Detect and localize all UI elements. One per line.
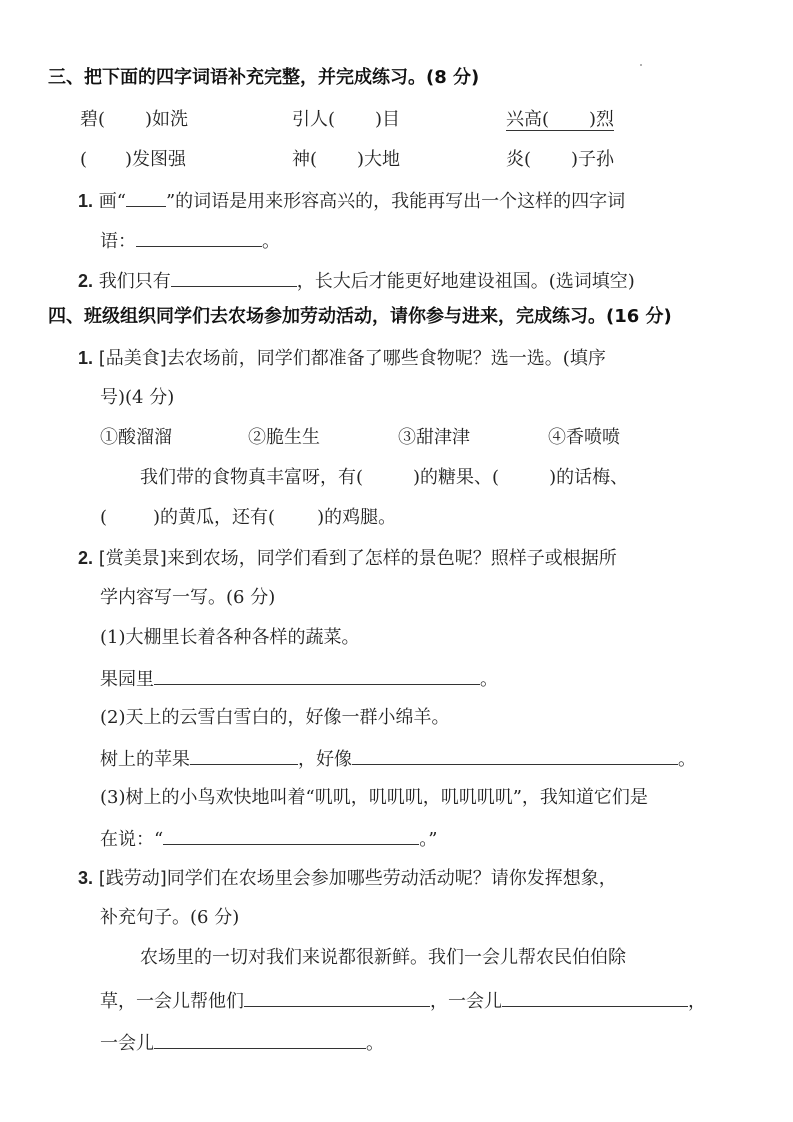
s4-q2-example-1: (1)大棚里长着各种各样的蔬菜。 <box>100 627 360 648</box>
s4-q1-paragraph-line-2 <box>100 506 396 530</box>
idiom-3-underlined <box>506 108 614 132</box>
s4-q3-para2-b: ，一会儿 <box>430 991 502 1012</box>
s4-q1-para2-b: )的黄瓜，还有( <box>153 507 276 528</box>
s4-q2-fill-3-end: 。” <box>419 829 438 850</box>
scan-speck <box>640 64 642 66</box>
idiom-5 <box>292 148 400 172</box>
s4-q2-fill-1-blank[interactable] <box>154 666 480 685</box>
s3-question-1 <box>78 188 625 214</box>
idiom-4-part-a: ( <box>80 149 88 170</box>
s3-q2-text-b: ，长大后才能更好地建设祖国。(选词填空) <box>296 271 635 292</box>
s4-q2-number: 2. <box>78 548 94 568</box>
s3-q2-answer-blank[interactable] <box>171 268 297 287</box>
s3-q1-text-a: 画“ <box>98 191 126 212</box>
s4-q2-fill-2-blank-b[interactable] <box>352 746 678 765</box>
idiom-3-underline <box>506 109 614 131</box>
s4-q1-number: 1. <box>78 348 94 368</box>
s4-q3-para3-a: 一会儿 <box>100 1033 154 1054</box>
idiom-1-part-b: )如洗 <box>145 109 189 130</box>
s4-q2-fill-3-blank[interactable] <box>163 826 419 845</box>
s4-q3-para2-a: 草，一会儿帮他们 <box>100 991 244 1012</box>
section-3-heading: 三、把下面的四字词语补充完整，并完成练习。(8 分) <box>48 67 480 88</box>
s4-q2-fill-2-mid: ，好像 <box>298 749 352 770</box>
s4-q1-para2-c: )的鸡腿。 <box>317 507 397 528</box>
idiom-4 <box>80 148 186 172</box>
s4-q3-text: 同学们在农场里会参加哪些劳动活动呢？请你发挥想象， <box>166 868 617 889</box>
s3-q1-line2-label: 语： <box>100 231 136 252</box>
s4-q2-example-3: (3)树上的小鸟欢快地叫着“叽叽，叽叽叽，叽叽叽叽”，我知道它们是 <box>100 787 648 808</box>
s4-q2-fill-1-end: 。 <box>480 669 498 690</box>
s4-q2-line-2: 学内容写一写。(6 分) <box>100 587 276 608</box>
s4-q1-line-2: 号)(4 分) <box>100 387 175 408</box>
idiom-1-part-a: 碧( <box>80 109 106 130</box>
s4-q1-para-b: )的糖果、( <box>413 467 500 488</box>
s3-q1-number: 1. <box>78 191 94 211</box>
s4-q3-blank-3[interactable] <box>154 1030 366 1049</box>
idiom-6-part-b: )子孙 <box>571 149 615 170</box>
s4-q2-fill-2-end: 。 <box>678 749 696 770</box>
s4-q2-fill-1 <box>100 666 498 692</box>
s4-q3-para3-b: 。 <box>366 1033 384 1054</box>
s4-q3-paragraph-line-1: 农场里的一切对我们来说都很新鲜。我们一会儿帮农民伯伯除 <box>140 947 626 968</box>
s4-q3-para2-c: ， <box>688 991 706 1012</box>
s4-q2-fill-2-blank-a[interactable] <box>190 746 298 765</box>
s4-q3-blank-1[interactable] <box>244 988 430 1007</box>
idiom-6 <box>506 148 614 172</box>
s4-q1-para-c: )的话梅、 <box>549 467 629 488</box>
s4-q1-para2-a: ( <box>100 507 108 528</box>
s4-q2-fill-2-label: 树上的苹果 <box>100 749 190 770</box>
section-4-heading: 四、班级组织同学们去农场参加劳动活动，请你参与进来，完成练习。(16 分) <box>48 306 672 327</box>
idiom-3-part-b: )烈 <box>589 109 615 130</box>
s4-q1-para-a: 我们带的食物真丰富呀，有( <box>140 467 364 488</box>
s3-question-1-line-2 <box>100 228 280 254</box>
s4-q1-option-1: ①酸溜溜 <box>100 427 172 448</box>
s3-q1-answer-blank[interactable] <box>136 228 262 247</box>
s3-question-2 <box>78 268 635 294</box>
s4-q1-option-4: ④香喷喷 <box>548 427 620 448</box>
s4-q2-tag: [赏美景] <box>98 548 167 569</box>
s3-q2-text-a: 我们只有 <box>98 271 171 292</box>
s4-q1-tag: [品美食] <box>98 348 167 369</box>
s4-question-3 <box>78 866 617 891</box>
idiom-2-part-a: 引人( <box>292 109 336 130</box>
idiom-3-part-a: 兴高( <box>506 109 550 130</box>
idiom-4-part-b: )发图强 <box>125 149 187 170</box>
s4-q3-line-2: 补充句子。(6 分) <box>100 907 240 928</box>
s3-q1-text-b: ”的词语是用来形容高兴的，我能再写出一个这样的四字词 <box>165 191 626 212</box>
s4-q1-text: 去农场前，同学们都准备了哪些食物呢？选一选。(填序 <box>166 348 606 369</box>
s4-q2-example-2: (2)天上的云雪白雪白的，好像一群小绵羊。 <box>100 707 450 728</box>
s4-q3-paragraph-line-3 <box>100 1030 384 1056</box>
s4-q2-fill-2 <box>100 746 696 772</box>
s4-q2-fill-3 <box>100 826 437 852</box>
idiom-2-part-b: )目 <box>375 109 401 130</box>
s4-q1-paragraph-line-1 <box>140 466 628 490</box>
idiom-5-part-a: 神( <box>292 149 318 170</box>
s3-q2-number: 2. <box>78 271 94 291</box>
s4-q3-blank-2[interactable] <box>502 988 688 1007</box>
s4-q3-number: 3. <box>78 868 94 888</box>
s4-question-2 <box>78 546 617 571</box>
s3-q1-line2-end: 。 <box>262 231 280 252</box>
s4-q2-fill-1-label: 果园里 <box>100 669 154 690</box>
s4-q2-fill-3-label: 在说：“ <box>100 829 164 850</box>
s4-q3-paragraph-line-2 <box>100 988 706 1014</box>
s4-q2-text: 来到农场，同学们看到了怎样的景色呢？照样子或根据所 <box>166 548 617 569</box>
s4-q3-tag: [践劳动] <box>98 868 167 889</box>
s4-question-1 <box>78 346 606 371</box>
s4-q1-option-3: ③甜津津 <box>398 427 470 448</box>
idiom-1 <box>80 108 188 132</box>
idiom-5-part-b: )大地 <box>357 149 401 170</box>
idiom-6-part-a: 炎( <box>506 149 532 170</box>
s3-q1-inline-blank <box>126 188 166 207</box>
s4-q1-option-2: ②脆生生 <box>248 427 320 448</box>
idiom-2 <box>292 108 400 132</box>
